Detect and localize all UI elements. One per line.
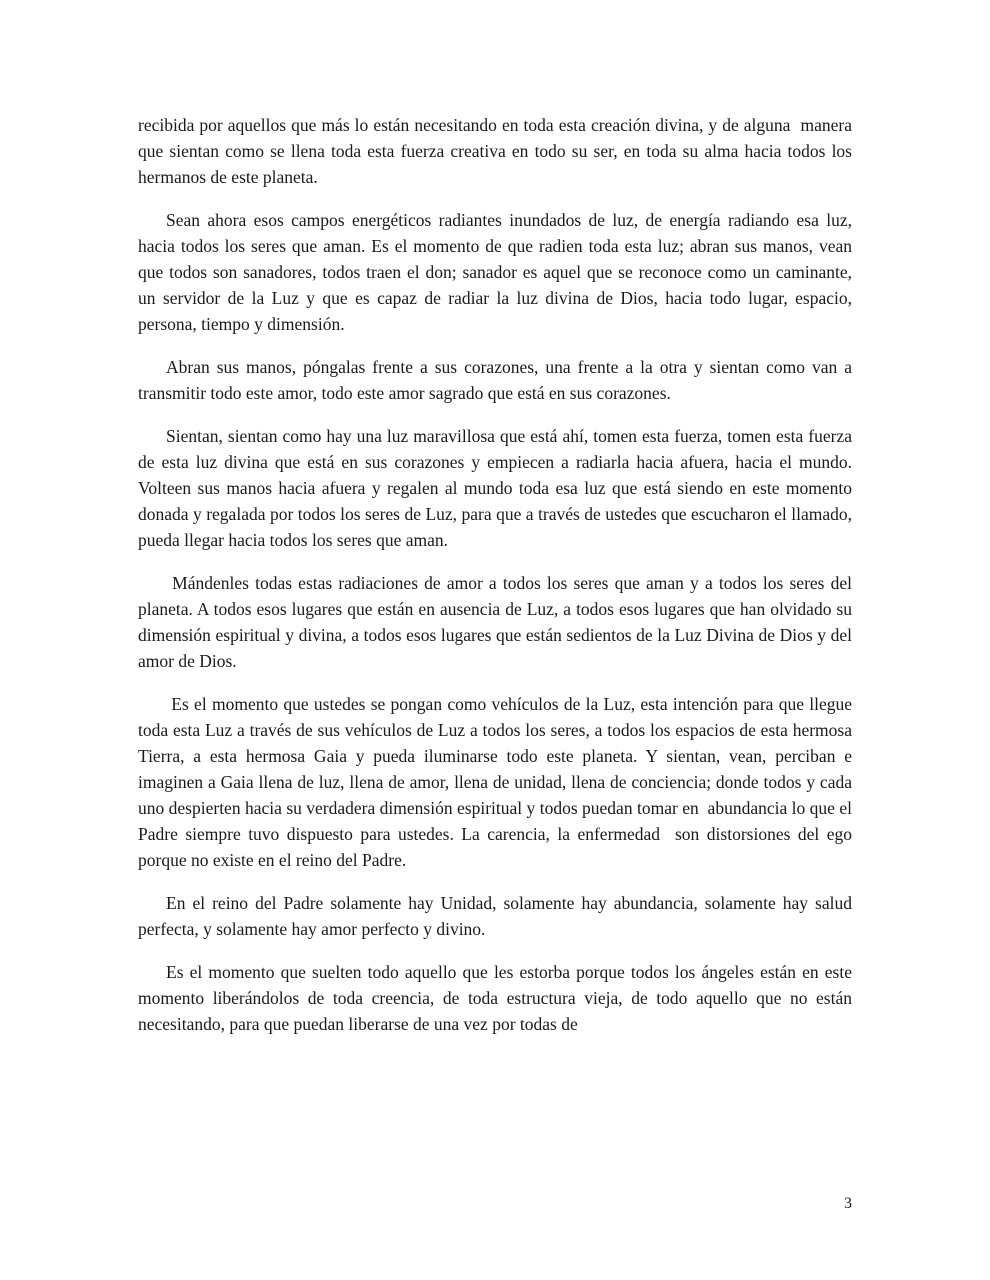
paragraph: Es el momento que ustedes se pongan como vehículos de la Luz, esta intención para que llegue toda esta Luz a través de sus vehículos de Luz a todos los seres, a todos los espacios de esta hermosa Tierra, a esta hermosa Gaia y pueda iluminarse todo este planeta. Y sientan, vean, perciban e imaginen a Gaia llena de luz, llena de amor, llena de unidad, llena de conciencia; donde todos y cada uno despierten hacia su verdadera dimensión espiritual y todos puedan tomar en abundancia lo que el Padre siempre tuvo dispuesto para ustedes. La carencia, la enfermedad son distorsiones del ego porque no existe en el reino del Padre. [138,694,857,870]
paragraph: Mándenles todas estas radiaciones de amor a todos los seres que aman y a todos los seres del planeta. A todos esos lugares que están en ausencia de Luz, a todos esos lugares que han olvidado su dimensión espiritual y divina, a todos esos lugares que están sedientos de la Luz Divina de Dios y del amor de Dios. [138,573,857,671]
paragraph: En el reino del Padre solamente hay Unidad, solamente hay abundancia, solamente hay salud perfecta, y solamente hay amor perfecto y divino. [138,893,857,939]
paragraph: Sean ahora esos campos energéticos radiantes inundados de luz, de energía radiando esa luz, hacia todos los seres que aman. Es el momento de que radien toda esta luz; abran sus manos, vean que todos son sanadores, todos traen el don; sanador es aquel que se reconoce como un caminante, un servidor de la Luz y que es capaz de radiar la luz divina de Dios, hacia todo lugar, espacio, persona, tiempo y dimensión. [138,210,861,334]
paragraph: Abran sus manos, póngalas frente a sus corazones, una frente a la otra y sientan como van a transmitir todo este amor, todo este amor sagrado que está en sus corazones. [138,357,857,403]
paragraph: recibida por aquellos que más lo están necesitando en toda esta creación divina, y de alguna manera que sientan como se llena toda esta fuerza creativa en todo su ser, en toda su alma hacia todos los hermanos de este planeta. [138,115,857,187]
paragraph: Sientan, sientan como hay una luz maravillosa que está ahí, tomen esta fuerza, tomen esta fuerza de esta luz divina que está en sus corazones y empiecen a radiarla hacia afuera, hacia el mundo. Volteen sus manos hacia afuera y regalen al mundo toda esa luz que está siendo en este momento donada y regalada por todos los seres de Luz, para que a través de ustedes que escucharon el llamado, pueda llegar hacia todos los seres que aman. [138,426,857,550]
document-body-text [138,112,861,1054]
page-number: 3 [844,1195,852,1212]
paragraph: Es el momento que suelten todo aquello que les estorba porque todos los ángeles están en este momento liberándolos de toda creencia, de toda estructura vieja, de todo aquello que no están necesitando, para que puedan liberarse de una vez por todas de [138,962,857,1034]
